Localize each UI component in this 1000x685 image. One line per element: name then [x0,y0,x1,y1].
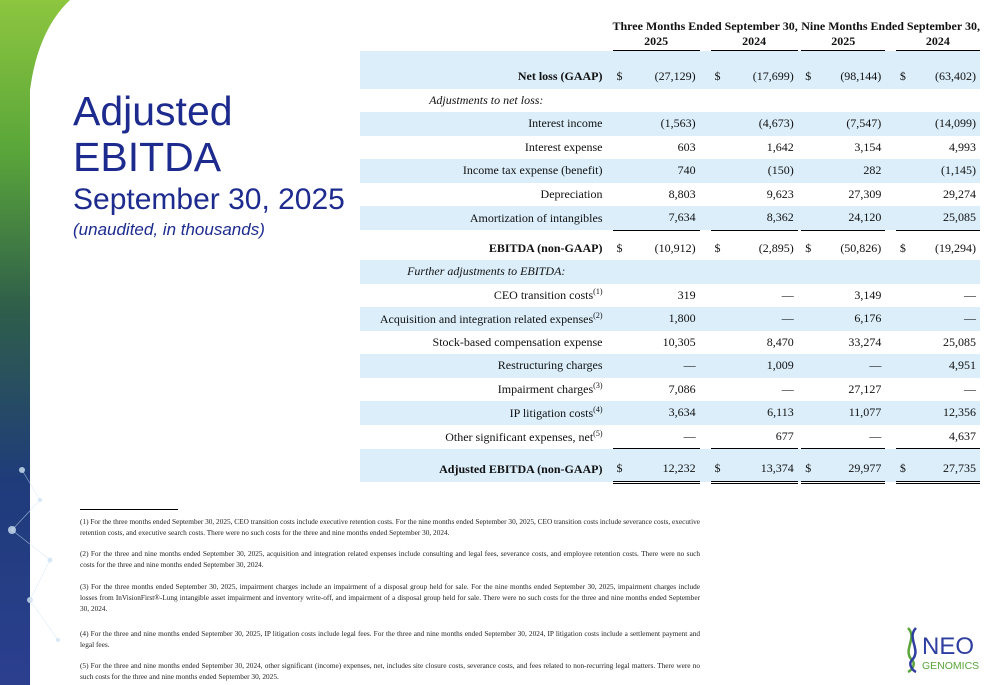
cell-value: 1,800 [632,307,700,331]
year-header: 2024 [896,33,980,51]
cell-value: 282 [820,159,885,183]
cell-value: 12,232 [632,457,700,482]
cell-value: — [820,425,885,449]
cell-value: (14,099) [915,112,980,136]
row-interest-income [360,112,980,136]
cell-value: 29,977 [820,457,885,482]
footnote-2: (2) For the three and nine months ended September 30, 2025, acquisition and integration related expenses include consulting and legal fees, severance costs, and employee retention costs. There were no such costs for the three and nine months ended September 30, 2024. [80,549,700,569]
cell-value: 9,623 [766,186,794,201]
cell-value: — [781,381,794,396]
cell-value: 33,274 [848,334,882,349]
row-label: Net loss (GAAP) [360,65,613,89]
cell-value: 12,356 [915,401,980,425]
row-restructuring [360,354,980,378]
currency-symbol: $ [714,240,721,255]
cell-value: 29,274 [943,186,976,201]
cell-value: 6,113 [730,401,798,425]
cell-value: — [781,287,794,302]
cell-value: — [632,354,700,378]
header-three-months: Three Months Ended September 30, [612,19,798,33]
cell-value: (1,145) [915,159,980,183]
row-label: Depreciation [540,186,603,201]
currency-symbol: $ [899,240,906,255]
cell-value: (17,699) [730,65,798,89]
row-interest-expense [360,136,980,160]
cell-value: 3,154 [854,139,882,154]
cell-value: 13,374 [730,457,798,482]
row-label: Interest expense [524,139,603,154]
cell-value: 27,127 [848,381,882,396]
cell-value: 4,993 [949,139,976,154]
cell-value: 1,009 [730,354,798,378]
currency-symbol: $ [896,457,915,482]
row-label: Other significant expenses, net$^{(5)}$ [445,428,603,444]
footnote-ref: (2) [593,310,603,320]
currency-symbol: $ [805,240,812,255]
cell-value: (50,826) [840,240,882,255]
cell-value: 7,086 [668,381,696,396]
year-header: 2025 [801,33,885,51]
row-label: Amortization of intangibles [360,206,613,230]
row-label: Interest income [360,112,613,136]
cell-value: 677 [730,425,798,449]
row-ebitda [360,237,980,261]
footnote-1: (1) For the three months ended September 30, 2025, CEO transition costs include executive retention costs. For the nine months ended September 30, 2025, CEO transition costs include severance costs, executive retention costs, and executive search costs. There were no such costs for the three and nine months ended September 30, 2024. [80,517,700,537]
cell-value: — [964,287,976,302]
title-line-1: Adjusted [73,88,233,134]
year-header: 2024 [711,33,798,51]
currency-symbol: $ [801,457,820,482]
stripe-graphic [0,0,70,685]
cell-value: 8,470 [766,334,794,349]
cell-value: 3,149 [854,287,882,302]
section-label: Further adjustments to EBITDA: [360,260,613,284]
cell-value: (63,402) [915,65,980,89]
cell-value: (2,895) [758,240,794,255]
logo-text-genomics: GENOMICS [922,660,980,672]
cell-value: 8,362 [730,206,798,230]
row-label: Income tax expense (benefit) [360,159,613,183]
cell-value: (4,673) [730,112,798,136]
row-acquisition [360,307,980,331]
footnote-3: (3) For the three months ended September 30, 2025, impairment charges include an impairment of a disposal group held for sale. For the nine months ended September 30, 2025, impairment charges include losses from InVisionFirst®-Lung intangible asset impairment and inventory write-off, and impairment of a disposal group held for sale. There were no such costs for the three and nine months ended September 30, 2024. [80,582,700,613]
row-label: Stock-based compensation expense [432,334,603,349]
cell-value: 6,176 [820,307,885,331]
title-block [73,88,345,240]
neogenomics-logo [902,626,986,674]
cell-value: 4,951 [915,354,980,378]
cell-value: 8,803 [668,186,696,201]
logo-text-neo: NEO [922,633,975,660]
cell-value: (10,912) [654,240,696,255]
footnote-ref: (4) [593,404,603,414]
row-other-significant [360,425,980,449]
cell-value: 3,634 [632,401,700,425]
cell-value: — [632,425,700,449]
cell-value: — [915,307,980,331]
section-label: Adjustments to net loss: [429,92,544,107]
row-label: CEO transition costs$^{(1)}$ [493,287,603,303]
year-header: 2025 [613,33,700,51]
decorative-stripe [0,0,70,685]
row-impairment [360,378,980,402]
row-adjustments-heading [360,89,980,113]
cell-value: 27,309 [848,186,882,201]
cell-value: — [730,307,798,331]
title-date: September 30, 2025 [73,183,345,216]
ebitda-table [360,16,980,484]
cell-value: 4,637 [915,425,980,449]
cell-value: — [964,381,976,396]
cell-value: 10,305 [662,334,696,349]
row-ip-litigation [360,401,980,425]
cell-value: (19,294) [935,240,976,255]
row-stock-comp [360,331,980,355]
row-label: Impairment charges$^{(3)}$ [497,381,603,397]
currency-symbol: $ [613,457,633,482]
cell-value: 27,735 [915,457,980,482]
row-net-loss [360,65,980,89]
footnote-ref: (5) [593,428,603,438]
cell-value: 25,085 [943,334,976,349]
cell-value: (1,563) [632,112,700,136]
currency-symbol: $ [711,457,731,482]
currency-symbol: $ [616,240,623,255]
row-label: Acquisition and integration related expenses$^{(2)}$ [360,307,613,331]
cell-value: 11,077 [820,401,885,425]
cell-value: 24,120 [820,206,885,230]
row-further-heading [360,260,980,284]
row-label: EBITDA (non-GAAP) [488,240,603,255]
cell-value: (27,129) [632,65,700,89]
cell-value: — [820,354,885,378]
row-adjusted-ebitda [360,457,980,482]
currency-symbol: $ [896,65,915,89]
cell-value: 7,634 [632,206,700,230]
footnote-ref: (3) [593,381,603,391]
footnote-divider [80,509,178,510]
currency-symbol: $ [801,65,820,89]
footnote-4: (4) For the three and nine months ended September 30, 2025, IP litigation costs include legal fees. For the three and nine months ended September 30, 2024, IP litigation costs include a settlement payment and legal fees. [80,629,700,649]
footnote-5: (5) For the three and nine months ended September 30, 2024, other significant (income) expenses, net, includes site closure costs, severance costs, and fees related to non-recurring legal matters. There were no such costs for the three and nine months ended September 30, 2025. [80,661,700,681]
row-income-tax [360,159,980,183]
cell-value: 319 [677,287,696,302]
row-ceo-transition [360,284,980,308]
cell-value: 25,085 [915,206,980,230]
currency-symbol: $ [711,65,731,89]
header-nine-months: Nine Months Ended September 30, [801,19,980,33]
row-label: Adjusted EBITDA (non-GAAP) [360,457,613,482]
row-label: Restructuring charges [360,354,613,378]
cell-value: 603 [677,139,696,154]
row-depreciation [360,183,980,207]
title-subtitle: (unaudited, in thousands) [73,220,265,239]
cell-value: 740 [632,159,700,183]
cell-value: (98,144) [820,65,885,89]
cell-value: (150) [730,159,798,183]
logo-graphic [902,626,986,674]
cell-value: (7,547) [820,112,885,136]
currency-symbol: $ [613,65,633,89]
footnote-ref: (1) [593,287,603,297]
row-amortization [360,206,980,230]
title-line-2: EBITDA [73,134,222,180]
row-label: IP litigation costs$^{(4)}$ [360,401,613,425]
cell-value: 1,642 [766,139,794,154]
